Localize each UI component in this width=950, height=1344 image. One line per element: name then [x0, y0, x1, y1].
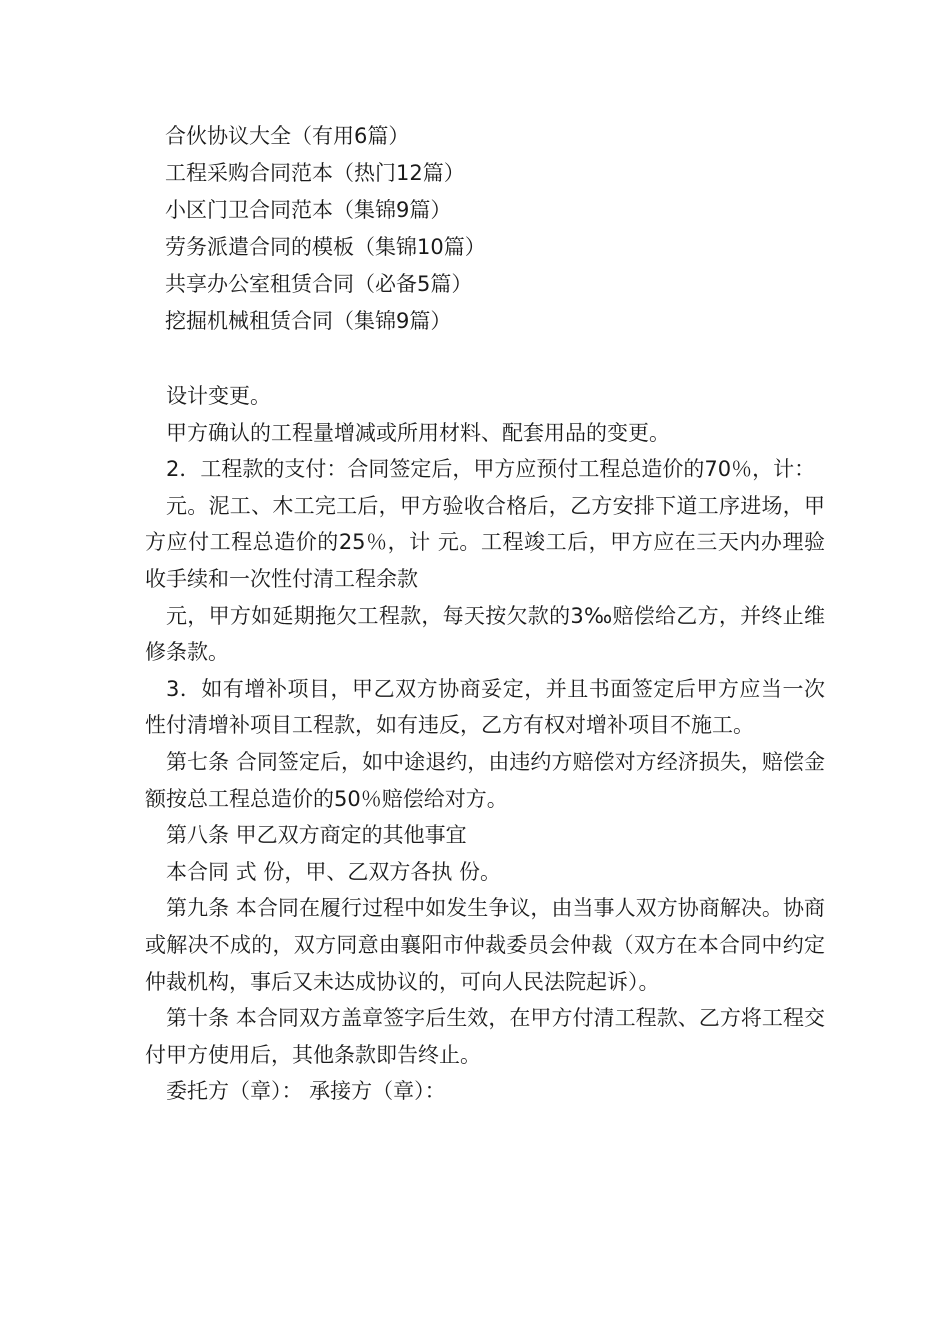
paragraph-additional-items: 3．如有增补项目，甲乙双方协商妥定，并且书面签定后甲方应当一次性付清增补项目工程款，如有违反，乙方有权对增补项目不施工。	[145, 676, 825, 738]
related-article-link[interactable]: 合伙协议大全（有用6篇）	[165, 124, 410, 148]
related-articles-list	[165, 118, 865, 340]
related-article-link[interactable]: 共享办公室租赁合同（必备5篇）	[165, 272, 473, 296]
paragraph-signatures: 委托方（章）： 承接方（章）：	[166, 1079, 446, 1104]
related-article-link[interactable]: 工程采购合同范本（热门12篇）	[165, 161, 465, 185]
paragraph-article-9: 第九条 本合同在履行过程中如发生争议，由当事人双方协商解决。协商或解决不成的，双方同意由襄阳市仲裁委员会仲裁（双方在本合同中约定仲裁机构，事后又未达成协议的，可向人民法院起诉）。	[145, 896, 825, 994]
paragraph-copies: 本合同 式 份，甲、乙双方各执 份。	[166, 859, 502, 884]
document-body	[145, 378, 825, 1110]
paragraph-payment-schedule: 元。泥工、木工完工后，甲方验收合格后，乙方安排下道工序进场，甲方应付工程总造价的25％，计 元。工程竣工后，甲方应在三天内办理验收手续和一次性付清工程余款	[145, 493, 825, 591]
paragraph-article-10: 第十条 本合同双方盖章签字后生效，在甲方付清工程款、乙方将工程交付甲方使用后，其他条款即告终止。	[145, 1006, 825, 1067]
paragraph-article-8: 第八条 甲乙双方商定的其他事宜	[166, 823, 467, 848]
paragraph-payment: 2．工程款的支付：合同签定后，甲方应预付工程总造价的70％，计：	[166, 457, 816, 482]
related-article-link[interactable]: 挖掘机械租赁合同（集锦9篇）	[165, 309, 452, 333]
related-article-link[interactable]: 小区门卫合同范本（集锦9篇）	[165, 198, 452, 222]
paragraph-design-change: 设计变更。	[166, 384, 271, 408]
related-article-link[interactable]: 劳务派遣合同的模板（集锦10篇）	[165, 235, 486, 259]
paragraph-late-payment: 元，甲方如延期拖欠工程款，每天按欠款的3‰赔偿给乙方，并终止维修条款。	[145, 603, 825, 665]
paragraph-quantity-change: 甲方确认的工程量增减或所用材料、配套用品的变更。	[166, 420, 670, 445]
paragraph-article-7: 第七条 合同签定后，如中途退约，由违约方赔偿对方经济损失，赔偿金额按总工程总造价的50％赔偿给对方。	[145, 749, 825, 811]
